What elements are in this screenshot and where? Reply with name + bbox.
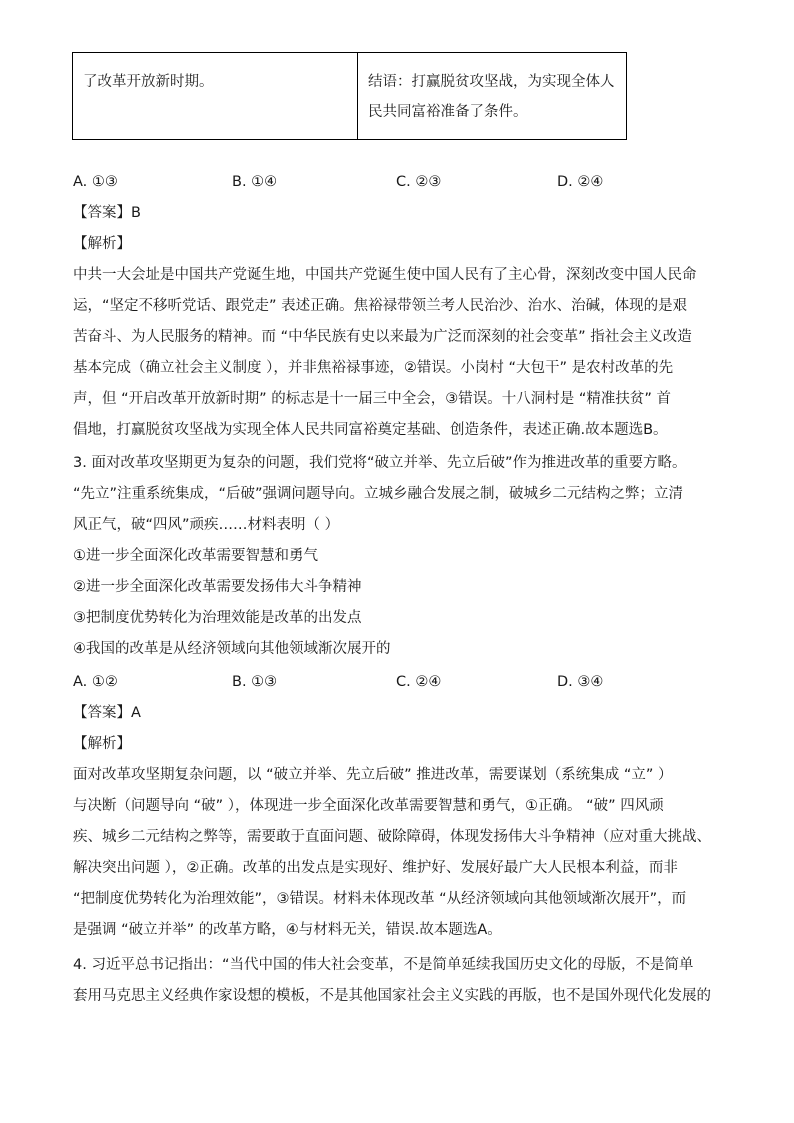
table-cell-text: 了改革开放新时期。 [83,74,214,90]
q3-analysis-label: 【解析】 [73,736,131,752]
q3-analysis-line: 解决突出问题 ），②正确。改革的出发点是实现好、维护好、发展好最广大人民根本利益，而非 [73,860,678,876]
q2-answer: 【答案】B [73,205,141,221]
q3-option-d: D. ③④ [557,674,604,690]
q3-choice-4: ④我国的改革是从经济领域向其他领域渐次展开的 [73,641,391,657]
q2-option-d: D. ②④ [557,174,604,190]
q3-stem-line: 风正气，破“四风”顽疾……材料表明（ ） [73,517,340,533]
q3-choice-3: ③把制度优势转化为治理效能是改革的出发点 [73,610,362,626]
q3-analysis-line: 与决断（问题导向 “破” ），体现进一步全面深化改革需要智慧和勇气，①正确。 “破” 四风顽 [73,798,664,814]
q3-answer: 【答案】A [73,705,141,721]
q3-analysis-line: 疾、城乡二元结构之弊等，需要敢于直面问题、破除障碍，体现发扬伟大斗争精神（应对重大挑战、 [73,829,711,845]
table-cell-text: 结语：打赢脱贫攻坚战，为实现全体人 [368,74,615,90]
q3-option-c: C. ②④ [396,674,442,690]
q2-analysis-line: 中共一大会址是中国共产党诞生地，中国共产党诞生使中国人民有了主心骨，深刻改变中国人民命 [73,267,697,283]
q2-analysis-line: 苦奋斗、为人民服务的精神。而 “中华民族有史以来最为广泛而深刻的社会变革” 指社会主义改造 [73,329,692,345]
q3-stem-line: “先立”注重系统集成，“后破”强调问题导向。立城乡融合发展之制，破城乡二元结构之弊；立清 [73,486,684,502]
q3-choice-1: ①进一步全面深化改革需要智慧和勇气 [73,548,318,564]
answer-table-fragment [72,52,627,140]
q2-analysis-line: 基本完成（确立社会主义制度 ），并非焦裕禄事迹，②错误。小岗村 “大包干” 是农村改革的先 [73,360,674,376]
q3-option-a: A. ①② [73,674,118,690]
table-cell-text: 民共同富裕准备了条件。 [368,104,528,120]
table-row [73,53,627,140]
q2-analysis-line: 运，“坚定不移听党话、跟党走” 表述正确。焦裕禄带领兰考人民治沙、治水、治碱，体现的是艰 [73,298,688,314]
q4-stem-line: 套用马克思主义经典作家设想的模板，不是其他国家社会主义实践的再版，也不是国外现代化发展的 [73,988,711,1004]
q2-option-a: A. ①③ [73,174,118,190]
q3-option-b: B. ①③ [232,674,278,690]
q3-stem-line: 3. 面对改革攻坚期更为复杂的问题，我们党将“破立并举、先立后破”作为推进改革的重要方略。 [73,455,687,471]
q2-analysis-line: 声，但 “开启改革开放新时期” 的标志是十一届三中全会，③错误。十八洞村是 “精准扶贫” 首 [73,391,671,407]
q3-analysis-line: 是强调 “破立并举” 的改革方略，④与材料无关，错误.故本题选A。 [73,922,502,938]
q3-analysis-line: 面对改革攻坚期复杂问题，以 “破立并举、先立后破” 推进改革，需要谋划（系统集成 “立” ） [73,767,673,783]
q2-analysis-line: 倡地，打赢脱贫攻坚战为实现全体人民共同富裕奠定基础、创造条件，表述正确.故本题选B。 [73,422,668,438]
table-cell-left [73,53,358,140]
q3-analysis-line: “把制度优势转化为治理效能”，③错误。材料未体现改革 “从经济领域向其他领域渐次展开”，而 [73,891,687,907]
q2-option-b: B. ①④ [232,174,278,190]
q4-stem-line: 4. 习近平总书记指出：“当代中国的伟大社会变革，不是简单延续我国历史文化的母版，不是简单 [73,957,694,973]
q3-choice-2: ②进一步全面深化改革需要发扬伟大斗争精神 [73,579,362,595]
q2-analysis-label: 【解析】 [73,236,131,252]
q2-option-c: C. ②③ [396,174,442,190]
table-cell-right [358,53,627,140]
